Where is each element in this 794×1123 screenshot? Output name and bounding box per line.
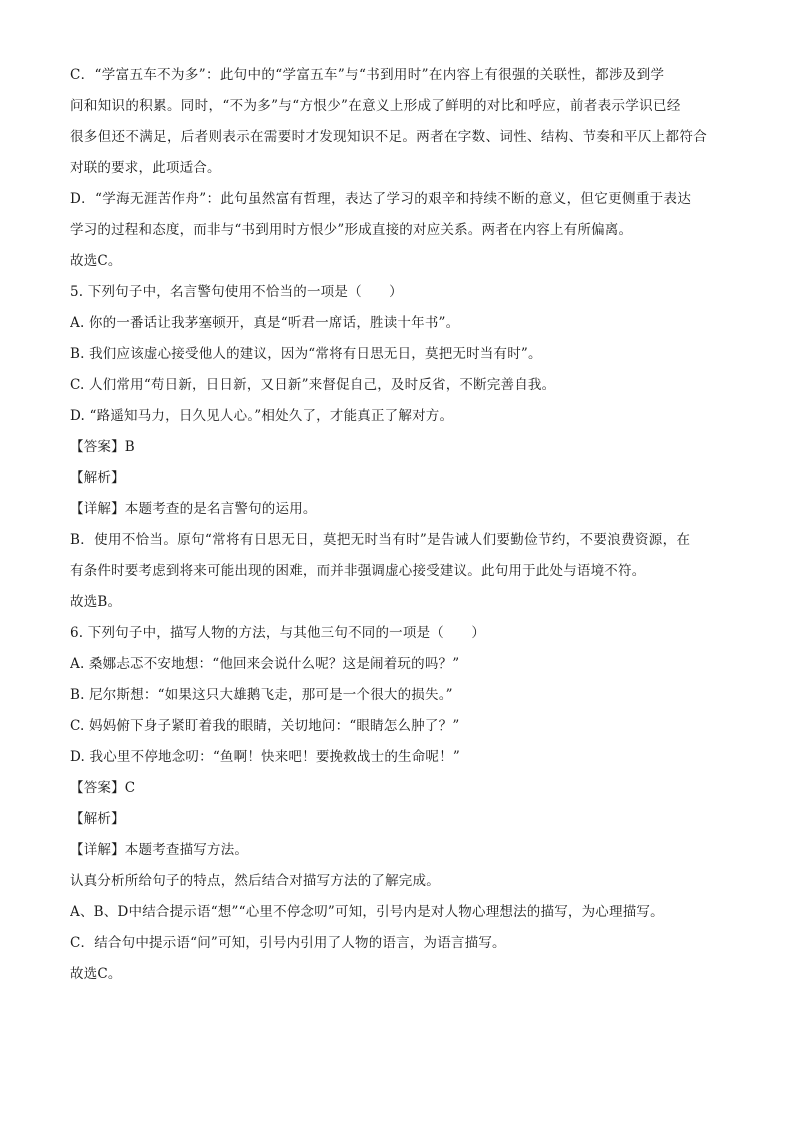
option-b: B. 我们应该虚心接受他人的建议，因为“常将有日思无日，莫把无时当有时”。 [70,346,542,362]
q4-analysis-d [70,184,730,246]
analysis-label: 【解析】 [70,811,125,827]
question-stem: 5. 下列句子中，名言警句使用不恰当的一项是（ ） [70,284,403,300]
q6-conclusion: 故选C。 [70,966,122,982]
paragraph-line: 很多但还不满足，后者则表示在需要时才发现知识不足。两者在字数、词性、结构、节奏和平仄上都符合 [70,129,708,145]
explanation-line: C．结合句中提示语“问”可知，引号内引用了人物的语言，为语言描写。 [70,935,506,951]
option-b: B. 尼尔斯想：“如果这只大雄鹅飞走，那可是一个很大的损失。” [70,687,453,703]
detail-line: 【详解】本题考查描写方法。 [70,842,249,858]
paragraph-line: 学习的过程和态度，而非与“书到用时方恨少”形成直接的对应关系。两者在内容上有所偏离。 [70,222,633,238]
document-page [70,60,730,990]
paragraph-line: 问和知识的积累。同时，“不为多”与“方恨少”在意义上形成了鲜明的对比和呼应，前者表示学识已经 [70,98,681,114]
option-a: A. 桑娜忐忑不安地想：“他回来会说什么呢？这是闹着玩的吗？” [70,656,460,672]
explanation-line: 有条件时要考虑到将来可能出现的困难，而并非强调虚心接受建议。此句用于此处与语境不符。 [70,563,646,579]
explanation-line: B．使用不恰当。原句“常将有日思无日，莫把无时当有时”是告诫人们要勤俭节约，不要浪费资源，在 [70,532,691,548]
paragraph-line: C．“学富五车不为多”：此句中的“学富五车”与“书到用时”在内容上有很强的关联性，都涉及到学 [70,67,665,83]
question-5 [70,277,730,618]
option-c: C. 人们常用“苟日新，日日新，又日新”来督促自己，及时反省，不断完善自我。 [70,377,556,393]
question-6 [70,618,730,990]
answer-label: 【答案】B [70,439,135,455]
detail-line: 【详解】本题考查的是名言警句的运用。 [70,501,317,517]
option-d: D. “路遥知马力，日久见人心。”相处久了，才能真正了解对方。 [70,408,454,424]
option-d: D. 我心里不停地念叨：“鱼啊！快来吧！要挽救战士的生命呢！” [70,749,460,765]
paragraph-line: 对联的要求，此项适合。 [70,160,221,176]
q4-conclusion: 故选C。 [70,253,122,269]
paragraph-line: D．“学海无涯苦作舟”：此句虽然富有哲理，表达了学习的艰辛和持续不断的意义，但它更侧重于表达 [70,191,692,207]
analysis-label: 【解析】 [70,470,125,486]
question-stem: 6. 下列句子中，描写人物的方法，与其他三句不同的一项是（ ） [70,625,486,641]
explanation-line: A、B、D中结合提示语“想”“心里不停念叨”可知，引号内是对人物心理想法的描写，为心理描写。 [70,904,664,920]
explanation-line: 认真分析所给句子的特点，然后结合对描写方法的了解完成。 [70,873,440,889]
answer-label: 【答案】C [70,780,136,796]
q5-conclusion: 故选B。 [70,594,122,610]
option-a: A. 你的一番话让我茅塞顿开，真是“听君一席话，胜读十年书”。 [70,315,460,331]
q4-analysis-c [70,60,730,184]
option-c: C. 妈妈俯下身子紧盯着我的眼睛，关切地问：“眼睛怎么肿了？” [70,718,460,734]
